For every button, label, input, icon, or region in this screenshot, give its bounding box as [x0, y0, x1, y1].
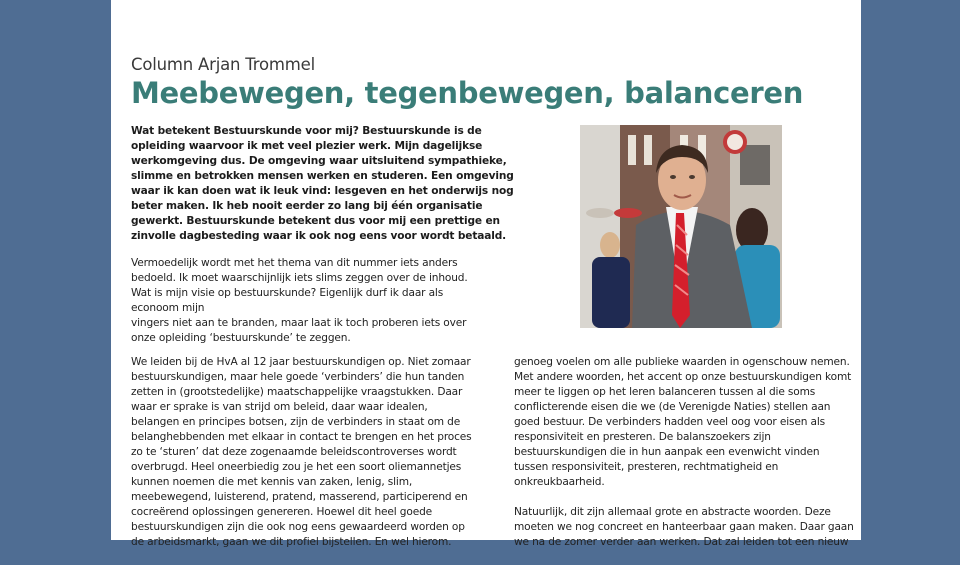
- text-line: We leiden bij de HvA al 12 jaar bestuurskundigen op. Niet zomaar: [131, 356, 471, 368]
- body-column-left: [131, 355, 491, 550]
- text-line: tussen responsiviteit, presteren, rechtmatigheid en: [514, 461, 779, 473]
- portrait-image: [580, 125, 782, 328]
- text-line: Vermoedelijk wordt met het thema van dit nummer iets anders: [131, 257, 458, 269]
- text-line: waar ik kan doen wat ik leuk vind: lesgeven en het onderwijs nog: [131, 185, 514, 197]
- text-line: econoom mijn: [131, 302, 205, 314]
- text-line: overbrugd. Heel oneerbiedig zou je het een soort oliemannetjes: [131, 461, 462, 473]
- text-line: cocreërend oplossingen genereren. Hoewel dit heel goede: [131, 506, 433, 518]
- text-line: responsiviteit en presteren. De balanszoekers zijn: [514, 431, 771, 443]
- author-photo: [580, 125, 782, 328]
- text-line: meer te liggen op het leren balanceren tussen al die soms: [514, 386, 816, 398]
- text-line: bedoeld. Ik moet waarschijnlijk iets slims zeggen over de inhoud.: [131, 272, 468, 284]
- text-line: Natuurlijk, dit zijn allemaal grote en abstracte woorden. Deze: [514, 506, 831, 518]
- text-line: bestuurskundigen, maar hele goede ‘verbinders’ die hun tanden: [131, 371, 465, 383]
- column-kicker: Column Arjan Trommel: [131, 55, 315, 74]
- text-line: belangen en principes botsen, zijn de verbinders in staat om de: [131, 416, 461, 428]
- right-paragraph-1: [514, 355, 854, 490]
- text-line: beter maken. Ik heb nooit eerder zo lang bij één organisatie: [131, 200, 483, 212]
- article-page: [111, 0, 861, 548]
- text-line: conflicterende eisen die we (de Verenigde Naties) stellen aan: [514, 401, 831, 413]
- text-line: Wat betekent Bestuurskunde voor mij? Bestuurskunde is de: [131, 125, 482, 137]
- text-line: waar er sprake is van strijd om beleid, daar waar idealen,: [131, 401, 428, 413]
- article-title: Meebewegen, tegenbewegen, balanceren: [131, 76, 804, 110]
- text-line: bestuurskundigen zijn die ook nog eens gewaardeerd worden op: [131, 521, 465, 533]
- text-line: zetten in (grootstedelijke) maatschappelijke vraagstukken. Daar: [131, 386, 463, 398]
- body-column-right: [514, 355, 854, 565]
- text-line: opleiding waarvoor ik met veel plezier werk. Mijn dagelijkse: [131, 140, 483, 152]
- text-line: bestuurskundigen die in hun aanpak een evenwicht vinden: [514, 446, 820, 458]
- text-line: onkreukbaarheid.: [514, 476, 605, 488]
- intro-paragraph: [131, 124, 514, 244]
- text-line: moeten we nog concreet en hanteerbaar gaan maken. Daar gaan: [514, 521, 854, 533]
- second-paragraph: [131, 256, 481, 346]
- text-line: meebewegend, luisterend, pratend, masserend, participerend en: [131, 491, 468, 503]
- text-line: belanghebbenden met elkaar in contact te brengen en het proces: [131, 431, 472, 443]
- text-line: werkomgeving dus. De omgeving waar uitsluitend sympathieke,: [131, 155, 507, 167]
- text-line: zo te ‘sturen’ dat deze zogenaamde beleidscontroverses wordt: [131, 446, 457, 458]
- text-line: de arbeidsmarkt, gaan we dit profiel bijstellen. En wel hierom.: [131, 536, 452, 548]
- text-line: genoeg voelen om alle publieke waarden in ogenschouw nemen.: [514, 356, 850, 368]
- text-line: Met andere woorden, het accent op onze bestuurskundigen komt: [514, 371, 852, 383]
- text-line: we na de zomer verder aan werken. Dat zal leiden tot een nieuw: [514, 536, 849, 548]
- text-line: zinvolle dagbesteding waar ik ook nog eens voor wordt betaald.: [131, 230, 507, 242]
- text-line: onze opleiding ‘bestuurskunde’ te zeggen.: [131, 332, 351, 344]
- text-line: goed bestuur. De verbinders hadden veel oog voor eisen als: [514, 416, 826, 428]
- text-line: vingers niet aan te branden, maar laat ik toch proberen iets over: [131, 317, 467, 329]
- text-line: Wat is mijn visie op bestuurskunde? Eigenlijk durf ik daar als: [131, 287, 444, 299]
- text-line: slimme en betrokken mensen werken en studeren. Een omgeving: [131, 170, 514, 182]
- text-line: gewerkt. Bestuurskunde betekent dus voor mij een prettige en: [131, 215, 500, 227]
- right-paragraph-2: [514, 505, 854, 550]
- text-line: kunnen noemen die met kennis van zaken, lenig, slim,: [131, 476, 413, 488]
